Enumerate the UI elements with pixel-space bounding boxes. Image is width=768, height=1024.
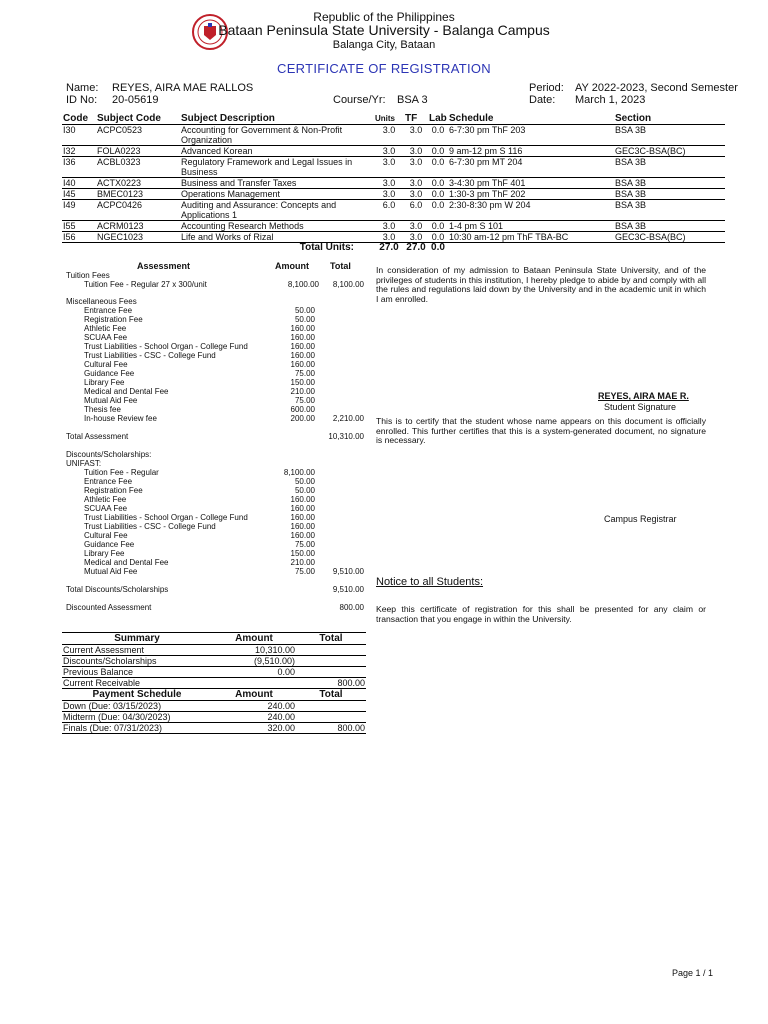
spacer-cell (448, 243, 614, 254)
summary-row (62, 712, 366, 723)
subject-cell: Accounting for Government & Non-Profit Organization (180, 125, 374, 146)
discount-item: Cultural Fee (84, 531, 128, 540)
summary-cell: Previous Balance (62, 667, 212, 678)
misc-fee-amount: 160.00 (290, 333, 315, 342)
discount-item: SCUAA Fee (84, 504, 128, 513)
subject-cell: BSA 3B (614, 221, 725, 232)
subject-cell: BSA 3B (614, 200, 725, 221)
total-assessment: 10,310.00 (328, 432, 364, 441)
summary-cell (296, 656, 366, 667)
subjects-header-cell: Section (614, 112, 725, 125)
discount-amount: 75.00 (294, 540, 315, 549)
summary-cell: Current Receivable (62, 678, 212, 689)
subject-cell: NGEC1023 (96, 232, 180, 243)
subject-cell: ACPC0426 (96, 200, 180, 221)
subject-row (62, 221, 725, 232)
discount-amount: 8,100.00 (283, 468, 315, 477)
summary-cell: (9,510.00) (212, 656, 296, 667)
discount-amount: 160.00 (290, 495, 315, 504)
subjects-header-cell: Subject Code (96, 112, 180, 125)
summary-cell: Discounts/Scholarships (62, 656, 212, 667)
id-label: ID No: (66, 94, 98, 106)
subject-cell: Advanced Korean (180, 146, 374, 157)
summary-header-cell: Amount (212, 633, 296, 645)
summary-header-cell: Total (296, 689, 366, 701)
total-units: 27.0 (379, 242, 399, 253)
summary-header-cell: Summary (62, 633, 212, 645)
subject-cell: 3.0 (404, 232, 428, 243)
misc-fee-amount: 160.00 (290, 324, 315, 333)
republic-line: Republic of the Philippines (313, 10, 455, 24)
misc-label: Miscellaneous Fees (66, 297, 137, 306)
tuition-label: Tuition Fees (66, 271, 110, 280)
student-id: 20-05619 (112, 94, 159, 106)
campus-registrar-label: Campus Registrar (604, 514, 677, 524)
subjects-header-cell: Units (374, 112, 404, 125)
summary-cell (296, 667, 366, 678)
subject-cell: 3.0 (404, 178, 428, 189)
subject-cell: Life and Works of Rizal (180, 232, 374, 243)
subject-cell: ACTX0223 (96, 178, 180, 189)
subject-cell: 1-4 pm S 101 (448, 221, 614, 232)
subject-cell: I32 (62, 146, 96, 157)
discount-amount: 150.00 (290, 549, 315, 558)
misc-fee-amount: 160.00 (290, 342, 315, 351)
subject-cell: 3.0 (404, 146, 428, 157)
subject-cell: 3.0 (374, 221, 404, 232)
misc-fee-item: Registration Fee (84, 315, 143, 324)
discount-amount: 50.00 (294, 477, 315, 486)
period-value: AY 2022-2023, Second Semester (575, 82, 738, 94)
subject-cell: ACRM0123 (96, 221, 180, 232)
notice-text: Keep this certificate of registration for this shall be presented for any claim or transaction that you engage in within the University. (376, 604, 706, 624)
misc-fee-item: Guidance Fee (84, 369, 135, 378)
spacer-cell (614, 243, 725, 254)
total-lab: 0.0 (431, 242, 445, 253)
misc-fee-item: Athletic Fee (84, 324, 127, 333)
summary-row (62, 723, 366, 734)
student-signature-label: Student Signature (604, 402, 677, 412)
summary-cell (296, 645, 366, 656)
certificate-title: CERTIFICATE OF REGISTRATION (277, 61, 491, 76)
subject-row (62, 146, 725, 157)
summary-row (62, 667, 366, 678)
subject-cell: I55 (62, 221, 96, 232)
assessment-header: Assessment (137, 261, 191, 271)
subject-cell: Accounting Research Methods (180, 221, 374, 232)
summary-cell: Finals (Due: 07/31/2023) (62, 723, 212, 734)
misc-fee-amount: 210.00 (290, 387, 315, 396)
subject-cell: 0.0 (428, 178, 448, 189)
subject-cell: 0.0 (428, 200, 448, 221)
summary-row (62, 701, 366, 712)
subject-cell: 2:30-8:30 pm W 204 (448, 200, 614, 221)
subject-cell: 1:30-3 pm ThF 202 (448, 189, 614, 200)
discount-item: Trust Liabilities - School Organ - College Fund (84, 513, 248, 522)
summary-header-cell: Total (296, 633, 366, 645)
subject-cell: I36 (62, 157, 96, 178)
misc-fee-item: SCUAA Fee (84, 333, 128, 342)
subject-cell: 3.0 (374, 189, 404, 200)
subject-cell: 0.0 (428, 221, 448, 232)
summary-cell: Midterm (Due: 04/30/2023) (62, 712, 212, 723)
total-assessment-label: Total Assessment (66, 432, 129, 441)
misc-fee-item: Medical and Dental Fee (84, 387, 169, 396)
discount-amount: 160.00 (290, 504, 315, 513)
misc-fee-amount: 150.00 (290, 378, 315, 387)
spacer-cell (62, 243, 96, 254)
discount-amount: 210.00 (290, 558, 315, 567)
subject-cell: 0.0 (428, 125, 448, 146)
summary-header-cell: Amount (212, 689, 296, 701)
tuition-item: Tuition Fee - Regular 27 x 300/unit (84, 280, 207, 289)
subject-cell: 6-7:30 pm MT 204 (448, 157, 614, 178)
subject-cell: 6.0 (404, 200, 428, 221)
discount-amount: 160.00 (290, 522, 315, 531)
misc-fee-amount: 75.00 (294, 369, 315, 378)
subject-cell: 3.0 (374, 178, 404, 189)
subject-row (62, 157, 725, 178)
unifast-label: UNIFAST: (66, 459, 102, 468)
subject-cell: 3.0 (404, 157, 428, 178)
discount-item: Medical and Dental Fee (84, 558, 169, 567)
total-units-label: Total Units: (299, 242, 354, 253)
subjects-header-cell: Lab (429, 112, 447, 124)
subject-cell: BSA 3B (614, 189, 725, 200)
subject-cell: 0.0 (428, 146, 448, 157)
summary-row (62, 645, 366, 656)
subject-row (62, 232, 725, 243)
misc-fee-amount: 600.00 (290, 405, 315, 414)
subject-cell: I45 (62, 189, 96, 200)
discount-amount: 75.00 (294, 567, 315, 576)
summary-cell (296, 712, 366, 723)
summary-row (62, 656, 366, 667)
tuition-amount: 8,100.00 (287, 280, 319, 289)
misc-fee-item: Trust Liabilities - School Organ - College Fund (84, 342, 248, 351)
subject-cell: BSA 3B (614, 178, 725, 189)
subject-row (62, 178, 725, 189)
summary-cell: 0.00 (212, 667, 296, 678)
total-discounts-label: Total Discounts/Scholarships (66, 585, 169, 594)
subject-cell: 3.0 (404, 221, 428, 232)
amount-header: Amount (275, 261, 309, 271)
misc-fee-item: Entrance Fee (84, 306, 133, 315)
subject-cell: ACPC0523 (96, 125, 180, 146)
subject-cell: BMEC0123 (96, 189, 180, 200)
subjects-header-cell: Schedule (448, 112, 614, 125)
summary-table (62, 632, 366, 734)
subject-cell: 0.0 (428, 157, 448, 178)
summary-cell: 800.00 (296, 723, 366, 734)
date-value: March 1, 2023 (575, 94, 646, 106)
misc-fee-amount: 160.00 (290, 351, 315, 360)
subject-cell: 0.0 (428, 189, 448, 200)
subjects-header-cell: Code (62, 112, 96, 125)
subject-cell: I40 (62, 178, 96, 189)
summary-cell (212, 678, 296, 689)
subject-cell: 0.0 (428, 232, 448, 243)
subject-row (62, 200, 725, 221)
subjects-table (62, 112, 725, 253)
subject-cell: Operations Management (180, 189, 374, 200)
discounts-label: Discounts/Scholarships: (66, 450, 152, 459)
subject-row (62, 125, 725, 146)
name-label: Name: (66, 82, 99, 94)
subjects-header-cell: Subject Description (180, 112, 374, 125)
subject-row (62, 189, 725, 200)
course-year: BSA 3 (397, 94, 428, 106)
subject-cell: FOLA0223 (96, 146, 180, 157)
period-label: Period: (529, 82, 564, 94)
discount-item: Mutual Aid Fee (84, 567, 138, 576)
misc-fee-item: Thesis fee (84, 405, 121, 414)
certification-text: This is to certify that the student whose name appears on this document is officially enrolled. This further certifies that this is a system-generated document, no signature is necessary. (376, 416, 706, 446)
summary-row (62, 678, 366, 689)
subject-cell: BSA 3B (614, 157, 725, 178)
summary-cell: Current Assessment (62, 645, 212, 656)
discounts-subtotal: 9,510.00 (332, 567, 364, 576)
subject-cell: 3.0 (374, 157, 404, 178)
subject-cell: 3-4:30 pm ThF 401 (448, 178, 614, 189)
subject-cell: GEC3C-BSA(BC) (614, 146, 725, 157)
misc-fee-item: Library Fee (84, 378, 125, 387)
subject-cell: Regulatory Framework and Legal Issues in Business (180, 157, 374, 178)
summary-cell: 240.00 (212, 712, 296, 723)
subject-cell: BSA 3B (614, 125, 725, 146)
university-name: Bataan Peninsula State University - Balanga Campus (218, 22, 550, 38)
summary-cell: 320.00 (212, 723, 296, 734)
subject-cell: 10:30 am-12 pm ThF TBA-BC (448, 232, 614, 243)
student-signature-name: REYES, AIRA MAE R. (598, 391, 689, 401)
discount-item: Entrance Fee (84, 477, 133, 486)
misc-fee-amount: 75.00 (294, 396, 315, 405)
misc-fee-item: In-house Review fee (84, 414, 157, 423)
summary-cell (296, 701, 366, 712)
subject-cell: Business and Transfer Taxes (180, 178, 374, 189)
subject-cell: 3.0 (374, 125, 404, 146)
subject-cell: ACBL0323 (96, 157, 180, 178)
subject-cell: 3.0 (404, 125, 428, 146)
discount-item: Tuition Fee - Regular (84, 468, 159, 477)
subject-cell: GEC3C-BSA(BC) (614, 232, 725, 243)
subject-cell: I56 (62, 232, 96, 243)
summary-header-row (62, 689, 366, 701)
summary-cell: 800.00 (296, 678, 366, 689)
subject-cell: I49 (62, 200, 96, 221)
discount-amount: 160.00 (290, 531, 315, 540)
misc-fee-item: Mutual Aid Fee (84, 396, 138, 405)
spacer-cell (96, 243, 180, 254)
misc-total: 2,210.00 (332, 414, 364, 423)
discounted-assessment: 800.00 (339, 603, 364, 612)
misc-fee-item: Cultural Fee (84, 360, 128, 369)
subject-cell: 9 am-12 pm S 116 (448, 146, 614, 157)
misc-fee-amount: 160.00 (290, 360, 315, 369)
misc-fee-amount: 200.00 (290, 414, 315, 423)
subjects-total-row (62, 243, 725, 254)
discount-item: Trust Liabilities - CSC - College Fund (84, 522, 216, 531)
total-discounts: 9,510.00 (332, 585, 364, 594)
discount-item: Library Fee (84, 549, 125, 558)
total-tf: 27.0 (406, 242, 426, 253)
subject-cell: I30 (62, 125, 96, 146)
summary-cell: Down (Due: 03/15/2023) (62, 701, 212, 712)
discount-item: Guidance Fee (84, 540, 135, 549)
tuition-total: 8,100.00 (332, 280, 364, 289)
page-number: Page 1 / 1 (672, 968, 714, 978)
misc-fee-amount: 50.00 (294, 315, 315, 324)
discounted-assessment-label: Discounted Assessment (66, 603, 152, 612)
subject-cell: Auditing and Assurance: Concepts and Applications 1 (180, 200, 374, 221)
summary-header-cell: Payment Schedule (62, 689, 212, 701)
summary-header-row (62, 633, 366, 645)
student-name: REYES, AIRA MAE RALLOS (112, 82, 254, 94)
subject-cell: 6.0 (374, 200, 404, 221)
summary-cell: 10,310.00 (212, 645, 296, 656)
subject-cell: 3.0 (374, 146, 404, 157)
discount-item: Registration Fee (84, 486, 143, 495)
misc-fee-item: Trust Liabilities - CSC - College Fund (84, 351, 216, 360)
discount-amount: 160.00 (290, 513, 315, 522)
date-label: Date: (529, 94, 556, 106)
discount-item: Athletic Fee (84, 495, 127, 504)
subjects-header-cell: TF (404, 112, 428, 125)
enrollment-pledge: In consideration of my admission to Bataan Peninsula State University, and of the privileges of students in this institution, I hereby pledge to abide by and comply with all the rules and regulations laid down by the University and in the academic unit in which I am enrolled. (376, 265, 706, 304)
subject-cell: 3.0 (374, 232, 404, 243)
summary-cell: 240.00 (212, 701, 296, 712)
subject-cell: 3.0 (404, 189, 428, 200)
notice-title: Notice to all Students: (376, 576, 484, 588)
course-label: Course/Yr: (333, 94, 386, 106)
total-header: Total (330, 261, 351, 271)
discount-amount: 50.00 (294, 486, 315, 495)
subject-cell: 6-7:30 pm ThF 203 (448, 125, 614, 146)
misc-fee-amount: 50.00 (294, 306, 315, 315)
university-address: Balanga City, Bataan (332, 39, 436, 51)
